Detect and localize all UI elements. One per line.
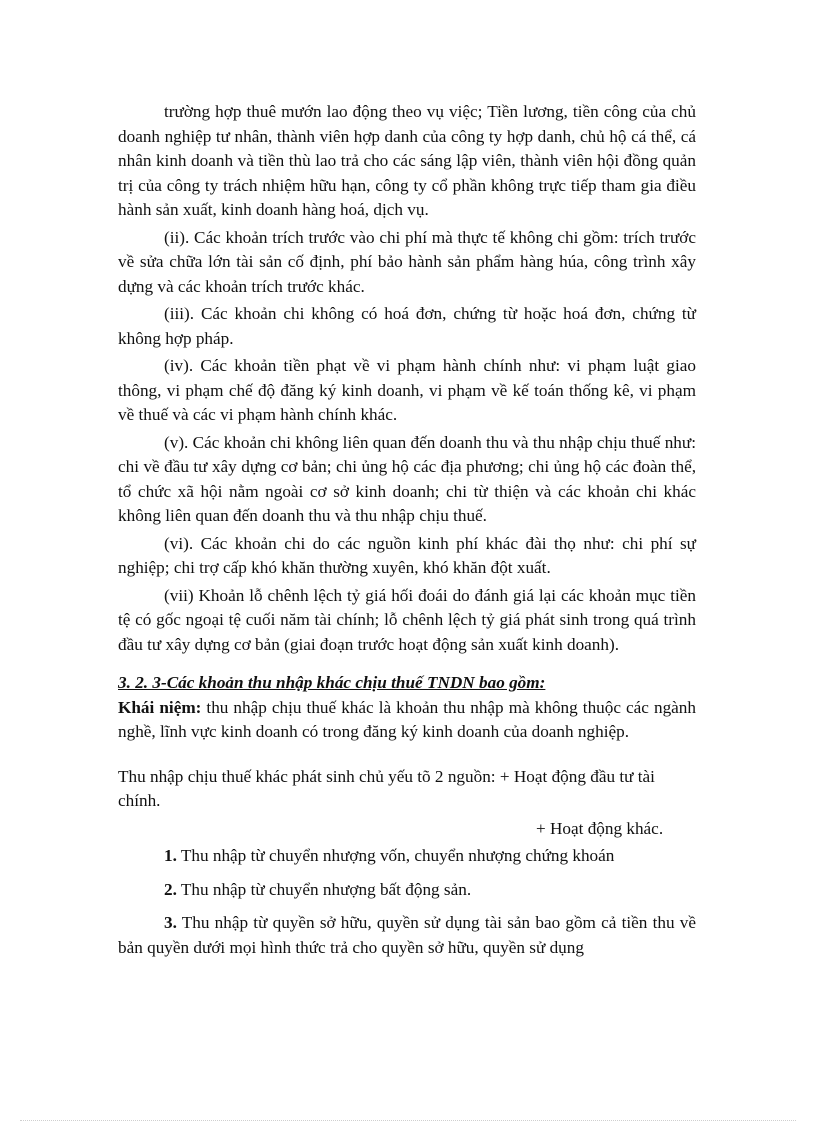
list-item-1 — [118, 844, 696, 869]
list-item-2 — [118, 878, 696, 903]
list-item-3 — [118, 911, 696, 960]
page-content — [118, 100, 696, 969]
sources-line: Thu nhập chịu thuế khác phát sinh chủ yếu tõ 2 nguồn: + Hoạt động đầu tư tài chính. — [118, 766, 655, 810]
section-heading: 3. 2. 3-Các khoản thu nhập khác chịu thuế TNDN bao gồm: — [118, 673, 546, 692]
paragraph-item-iii: (iii). Các khoản chi không có hoá đơn, chứng từ hoặc hoá đơn, chứng từ không hợp pháp. — [118, 304, 696, 348]
concept-paragraph — [118, 696, 696, 745]
paragraph-continuation: trường hợp thuê mướn lao động theo vụ việc; Tiền lương, tiền công của chủ doanh nghiệp tư nhân, thành viên hợp danh của công ty hợp danh, chủ hộ cá thể, cá nhân kinh doanh và tiền thù lao trả cho các sáng lập viên, thành viên hội đồng quản trị của công ty trách nhiệm hữu hạn, công ty cổ phần không trực tiếp tham gia điều hành sản xuất, kinh doanh hàng hoá, dịch vụ. — [118, 102, 696, 219]
list-item-text: Thu nhập từ chuyển nhượng vốn, chuyển nhượng chứng khoán — [176, 846, 615, 865]
list-item-text: Thu nhập từ chuyển nhượng bất động sản. — [176, 879, 472, 899]
paragraph-item-vii: (vii) Khoản lỗ chênh lệch tỷ giá hối đoái do đánh giá lại các khoản mục tiền tệ có gốc ngoại tệ cuối năm tài chính; lỗ chênh lệch tỷ giá phát sinh trong quá trình đầu tư xây dựng cơ bản (giai đoạn trước hoạt động sản xuất kinh doanh). — [118, 585, 696, 654]
sources-line-other: + Hoạt động khác. — [536, 818, 664, 838]
list-item-text: Thu nhập từ quyền sở hữu, quyền sử dụng tài sản bao gồm cả tiền thu về bản quyền dưới mọi hình thức trả cho quyền sở hữu, quyền sử dụng — [118, 913, 696, 957]
paragraph-item-vi: (vi). Các khoản chi do các nguồn kinh phí khác đài thọ như: chi phí sự nghiệp; chi trợ cấp khó khăn thường xuyên, khó khăn đột xuất. — [118, 533, 696, 577]
page-bottom-border — [20, 1120, 796, 1121]
list-item-number: 1. — [164, 846, 177, 865]
list-item-number: 3. — [164, 913, 177, 932]
list-item-number: 2. — [164, 879, 177, 899]
concept-text: thu nhập chịu thuế khác là khoản thu nhập mà không thuộc các ngành nghề, lĩnh vực kinh doanh có trong đăng ký kinh doanh của doanh nghiệp. — [118, 697, 696, 741]
paragraph-item-v: (v). Các khoản chi không liên quan đến doanh thu và thu nhập chịu thuế như: chi về đầu tư xây dựng cơ bản; chi ủng hộ các địa phương; chi ủng hộ các đoàn thể, tổ chức xã hội nằm ngoài cơ sở kinh doanh; chi từ thiện và các khoản chi khác không liên quan đến doanh thu và thu nhập chịu thuế. — [118, 432, 696, 525]
concept-label: Khái niệm: — [118, 697, 202, 717]
paragraph-item-ii: (ii). Các khoản trích trước vào chi phí mà thực tế không chi gồm: trích trước về sửa chữa lớn tài sản cố định, phí bảo hành sản phẩm hàng húa, công trình xây dựng và các khoản trích trước khác. — [118, 227, 696, 296]
paragraph-item-iv: (iv). Các khoản tiền phạt về vi phạm hành chính như: vi phạm luật giao thông, vi phạm chế độ đăng ký kinh doanh, vi phạm về kế toán thống kê, vi phạm về thuế và các vi phạm hành chính khác. — [118, 356, 696, 424]
